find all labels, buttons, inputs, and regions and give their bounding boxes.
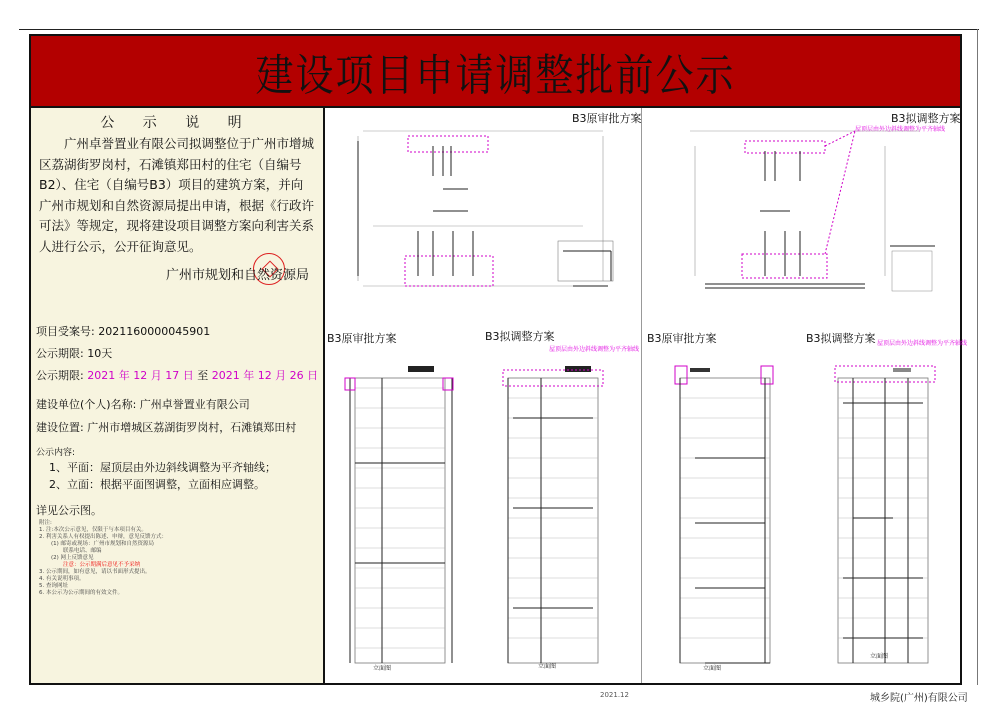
panel-divider xyxy=(641,108,642,683)
elev2-original-label: B3原审批方案 xyxy=(647,332,717,345)
elev1-adjusted-caption: 立面图 xyxy=(538,663,557,670)
location-row xyxy=(36,419,296,435)
footer-date: 2021.12 xyxy=(600,691,629,699)
duration-value: 10天 xyxy=(87,347,113,360)
fineprint-warning: 注意：公示期满后意见不予采纳 xyxy=(63,562,141,568)
applicant-row xyxy=(36,396,250,412)
applicant-label: 建设单位(个人)名称: xyxy=(36,398,137,411)
plan-original-drawing xyxy=(333,126,633,296)
project-number-row xyxy=(36,323,210,339)
fineprint-link[interactable]: 5. 查询网址 xyxy=(39,583,68,589)
elev2-adjusted-caption: 立面图 xyxy=(870,653,889,660)
notice-heading: 公 示 说 明 xyxy=(100,115,254,131)
notice-panel xyxy=(31,108,325,683)
plan-adjusted-drawing xyxy=(650,126,955,296)
title-banner xyxy=(31,36,960,108)
see-also-note: 详见公示图。 xyxy=(36,504,102,517)
elev2-note: 屋顶层由外边斜线调整为平齐轴线 xyxy=(877,340,968,347)
fineprint-line: 1. 注:本次公示意见，仅限于与本项目有关。 xyxy=(39,527,147,533)
elev2-original-caption: 立面图 xyxy=(703,665,722,672)
fineprint-heading: 附注: xyxy=(39,520,52,526)
duration-row xyxy=(36,345,112,361)
fineprint-line: 联系电话、邮编 xyxy=(63,548,102,554)
fineprint-line: 2. 利害关系人有权提出陈述、申辩，意见反馈方式： xyxy=(39,534,167,540)
issuing-authority: 广州市规划和自然资源局 xyxy=(165,268,309,283)
plan-adjusted-label: B3拟调整方案 xyxy=(891,112,961,125)
content-item-2: 2、立面：根据平面图调整，立面相应调整。 xyxy=(49,478,265,491)
period-label: 公示期限: xyxy=(36,369,84,382)
plan-adjusted-note: 屋顶层由外边斜线调整为平齐轴线 xyxy=(855,126,946,133)
period-to: 至 xyxy=(197,369,209,382)
location-value: 广州市增城区荔湖街罗岗村，石滩镇郑田村 xyxy=(87,421,297,434)
frame-top-line xyxy=(19,29,979,30)
elev2-adjusted-label: B3拟调整方案 xyxy=(806,332,876,345)
elev1-note: 屋顶层由外边斜线调整为平齐轴线 xyxy=(549,346,640,353)
elev2-adjusted-drawing xyxy=(823,358,953,668)
elev1-original-label: B3原审批方案 xyxy=(327,332,397,345)
fineprint-line: 6. 本公示为公示期间的有效文件。 xyxy=(39,590,123,596)
fineprint-line: (1) 邮寄或现场：广州市规划和自然资源局 xyxy=(51,541,155,547)
elev1-adjusted-label: B3拟调整方案 xyxy=(485,330,555,343)
footer-company: 城乡院(广州)有限公司 xyxy=(870,693,968,704)
fineprint-notes xyxy=(39,520,315,597)
plan-original-label: B3原审批方案 xyxy=(572,112,642,125)
elev1-original-caption: 立面图 xyxy=(373,665,392,672)
frame-right-line xyxy=(977,29,978,685)
period-row xyxy=(36,367,318,383)
drawings-area xyxy=(325,108,968,683)
project-number-label: 项目受案号: xyxy=(36,325,95,338)
period-start: 2021 年 12 月 17 日 xyxy=(87,369,194,382)
notice-sheet xyxy=(29,34,968,685)
notice-body: 广州卓誉置业有限公司拟调整位于广州市增城区荔湖街罗岗村，石滩镇郑田村的住宅（自编号B2）、住宅（自编号B3）项目的建筑方案，并向广州市规划和自然资源局提出申请，根据《行政许可法》等规定，现将建设项目调整方案向利害关系人进行公示，公开征询意见。 xyxy=(39,136,315,254)
fineprint-line: 4. 有关说明事项。 xyxy=(39,576,85,582)
duration-label: 公示期限: xyxy=(36,347,84,360)
applicant-name: 广州卓誉置业有限公司 xyxy=(139,398,250,411)
content-item-1: 1、平面：屋顶层由外边斜线调整为平齐轴线； xyxy=(49,461,276,474)
period-end: 2021 年 12 月 26 日 xyxy=(211,369,319,382)
page-title: 建设项目申请调整批前公示 xyxy=(255,49,736,101)
fineprint-line: 3. 公示期间，如有意见，请以书面形式提出。 xyxy=(39,569,151,575)
elev1-original-drawing xyxy=(340,358,470,668)
project-number: 2021160000045901 xyxy=(98,325,211,338)
content-label: 公示内容: xyxy=(36,448,76,458)
fineprint-line: (2) 网上反馈意见 xyxy=(51,555,94,561)
location-label: 建设位置: xyxy=(36,421,84,434)
elev2-original-drawing xyxy=(665,358,795,668)
elev1-adjusted-drawing xyxy=(493,358,623,668)
